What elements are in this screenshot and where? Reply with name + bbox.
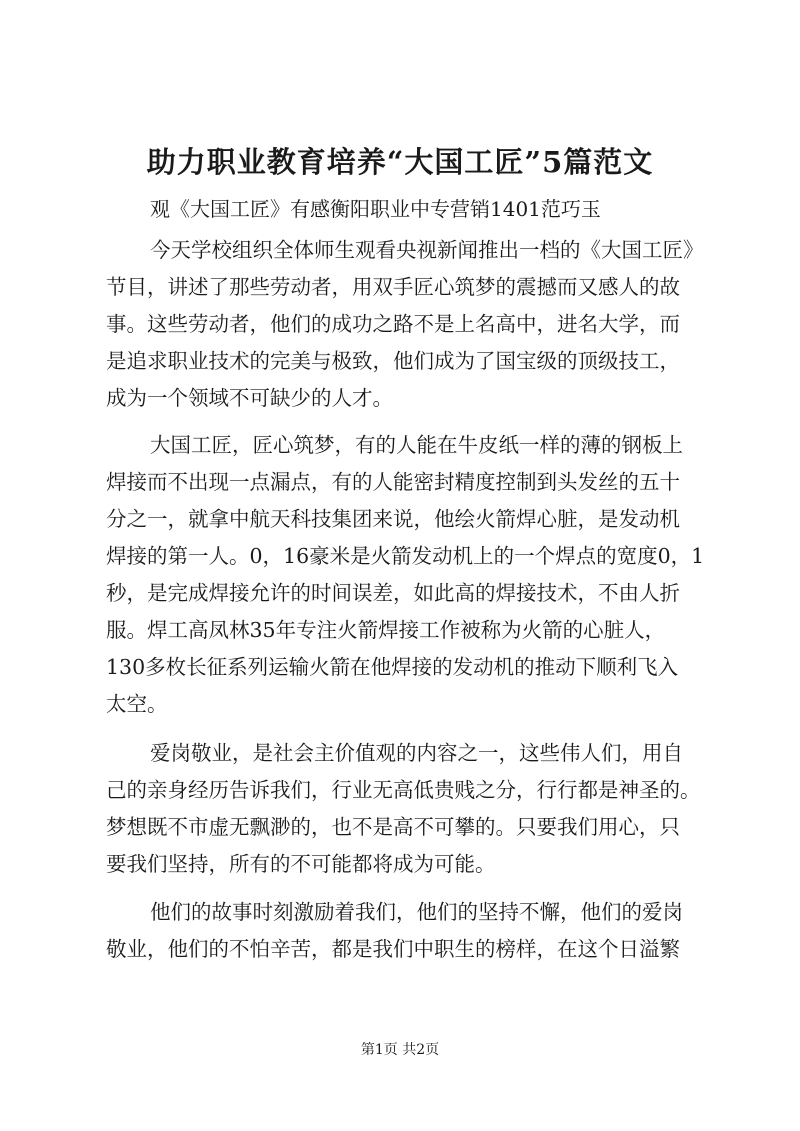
body-line-11: 服。焊工高凤林35年专注火箭焊接工作被称为火箭的心脏人， [106, 618, 666, 642]
body-line-2: 节目，讲述了那些劳动者，用双手匠心筑梦的震撼而又感人的故 [106, 275, 680, 299]
body-line-18: 他们的故事时刻激励着我们，他们的坚持不懈，他们的爱岗 [150, 900, 683, 924]
body-line-9: 焊接的第一人。0，16豪米是火箭发动机上的一个焊点的宽度0，1 [106, 544, 705, 568]
body-line-5: 成为一个领域不可缺少的人才。 [106, 386, 393, 410]
body-line-16: 梦想既不市虚无飘渺的，也不是高不可攀的。只要我们用心，只 [106, 815, 680, 839]
document-subtitle: 观《大国工匠》有感衡阳职业中专营销1401范巧玉 [150, 197, 601, 221]
body-line-3: 事。这些劳动者，他们的成功之路不是上名高中，进名大学，而 [106, 312, 680, 336]
body-line-15: 己的亲身经历告诉我们，行业无高低贵贱之分，行行都是神圣的。 [106, 778, 701, 802]
document-title: 助力职业教育培养“大国工匠”5篇范文 [146, 145, 654, 179]
body-line-1: 今天学校组织全体师生观看央视新闻推出一档的《大国工匠》 [150, 238, 704, 262]
body-line-13: 太空。 [106, 692, 168, 716]
body-line-8: 分之一，就拿中航天科技集团来说，他绘火箭焊心脏，是发动机 [106, 507, 680, 531]
page-number-footer: 第1页 共2页 [360, 1042, 440, 1058]
body-line-7: 焊接而不出现一点漏点，有的人能密封精度控制到头发丝的五十 [106, 470, 680, 494]
body-line-6: 大国工匠，匠心筑梦，有的人能在牛皮纸一样的薄的钢板上 [150, 433, 683, 457]
body-line-10: 秒，是完成焊接允许的时间误差，如此高的焊接技术，不由人折 [106, 581, 680, 605]
body-line-14: 爱岗敬业，是社会主价值观的内容之一，这些伟人们，用自 [150, 741, 683, 765]
body-line-4: 是追求职业技术的完美与极致，他们成为了国宝级的顶级技工， [106, 349, 680, 373]
body-line-19: 敬业，他们的不怕辛苦，都是我们中职生的榜样，在这个日溢繁 [106, 937, 680, 961]
body-line-12: 130多枚长征系列运输火箭在他焊接的发动机的推动下顺利飞入 [106, 655, 679, 679]
body-line-17: 要我们坚持，所有的不可能都将成为可能。 [106, 852, 496, 876]
